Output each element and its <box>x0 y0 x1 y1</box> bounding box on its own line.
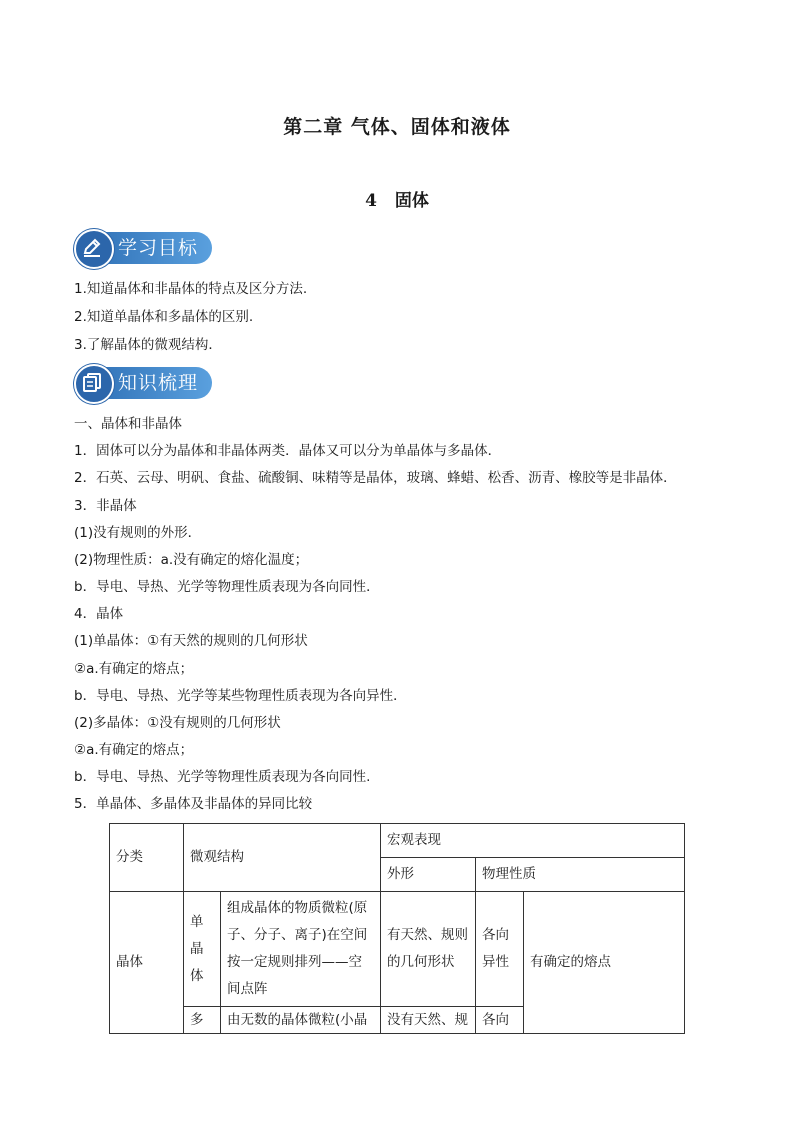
cell-melting-point: 有确定的熔点 <box>524 892 685 1034</box>
goal-item: 1.知道晶体和非晶体的特点及区分方法. <box>74 281 308 297</box>
review-line: 1．固体可以分为晶体和非晶体两类．晶体又可以分为单晶体与多晶体． <box>74 443 502 459</box>
review-line: 一、晶体和非晶体 <box>74 416 182 432</box>
goal-item: 2.知道单晶体和多晶体的区别. <box>74 309 254 325</box>
review-line: b．导电、导热、光学等物理性质表现为各向同性. <box>74 769 371 785</box>
comparison-table <box>109 823 685 1034</box>
goal-item: 3.了解晶体的微观结构． <box>74 337 222 353</box>
chapter-title: 第二章 气体、固体和液体 <box>283 116 511 138</box>
header-physical: 物理性质 <box>476 858 685 892</box>
cell-shape-single: 有天然、规则的几何形状 <box>381 892 476 1007</box>
goals-banner <box>74 229 214 267</box>
section-number: 4 <box>365 191 377 211</box>
review-line: (2)物理性质：a.没有确定的熔化温度； <box>74 552 309 568</box>
header-category: 分类 <box>110 824 184 892</box>
documents-icon <box>81 371 103 393</box>
cell-poly-crystal: 多 <box>184 1007 221 1034</box>
table-row <box>110 892 685 1007</box>
section-title <box>0 186 794 211</box>
review-line: 5．单晶体、多晶体及非晶体的异同比较 <box>74 796 313 812</box>
header-shape: 外形 <box>381 858 476 892</box>
review-line: (1)没有规则的外形． <box>74 525 202 541</box>
review-banner-label: 知识梳理 <box>118 372 199 394</box>
cell-physical-poly: 各向 <box>476 1007 524 1034</box>
pencil-icon <box>81 236 103 258</box>
review-line: 4．晶体 <box>74 606 124 622</box>
table-header-row <box>110 824 685 858</box>
review-line: (1)单晶体：①有天然的规则的几何形状 <box>74 633 308 649</box>
cell-category-crystal: 晶体 <box>110 892 184 1034</box>
goals-banner-label: 学习目标 <box>118 237 199 259</box>
cell-shape-poly: 没有天然、规 <box>381 1007 476 1034</box>
cell-micro-poly: 由无数的晶体微粒(小晶 <box>221 1007 381 1034</box>
header-macro: 宏观表现 <box>381 824 685 858</box>
review-banner <box>74 364 214 402</box>
review-line: b．导电、导热、光学等物理性质表现为各向同性． <box>74 579 380 595</box>
header-micro-structure: 微观结构 <box>184 824 381 892</box>
cell-micro-single: 组成晶体的物质微粒(原子、分子、离子)在空间按一定规则排列——空间点阵 <box>221 892 381 1007</box>
cell-physical-single: 各向异性 <box>476 892 524 1007</box>
review-line: ②a.有确定的熔点； <box>74 661 194 677</box>
section-name: 固体 <box>394 191 429 211</box>
review-line: (2)多晶体：①没有规则的几何形状 <box>74 715 281 731</box>
review-line: 3．非晶体 <box>74 498 137 514</box>
review-line: ②a.有确定的熔点； <box>74 742 194 758</box>
review-line: 2．石英、云母、明矾、食盐、硫酸铜、味精等是晶体，玻璃、蜂蜡、松香、沥青、橡胶等是非晶体． <box>74 470 677 486</box>
review-line: b．导电、导热、光学等某些物理性质表现为各向异性． <box>74 688 407 704</box>
cell-single-crystal: 单晶体 <box>184 892 221 1007</box>
